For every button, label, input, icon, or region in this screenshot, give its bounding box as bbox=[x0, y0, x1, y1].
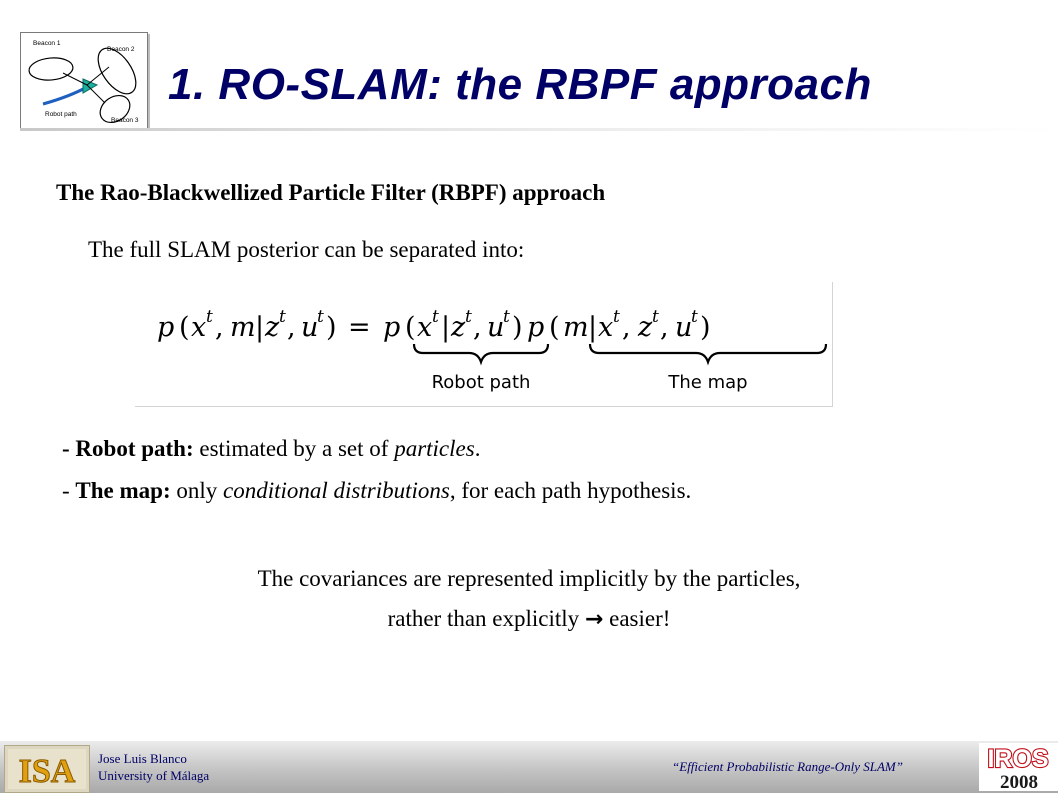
svg-text:(: ( bbox=[179, 312, 190, 343]
svg-text:,: , bbox=[287, 312, 296, 343]
beacon2-label: Beacon 2 bbox=[107, 46, 135, 53]
isa-logo bbox=[4, 745, 90, 793]
iros-year-text: 2008 bbox=[1000, 772, 1038, 791]
map-brace bbox=[590, 344, 826, 362]
iros-logo-text: IROS bbox=[987, 745, 1049, 773]
svg-text:t: t bbox=[432, 307, 439, 327]
svg-text:): ) bbox=[700, 312, 711, 343]
svg-text:t: t bbox=[691, 307, 698, 327]
svg-text:|: | bbox=[588, 312, 598, 343]
covariance-note-line2 bbox=[0, 606, 1058, 632]
bullet2-text-a: only bbox=[170, 478, 224, 503]
svg-text:p: p bbox=[527, 312, 545, 343]
note-line2-a: rather than explicitly bbox=[387, 606, 585, 631]
author-affiliation: University of Málaga bbox=[98, 768, 210, 783]
svg-text:x: x bbox=[417, 312, 433, 343]
svg-text:): ) bbox=[512, 312, 523, 343]
svg-text:t: t bbox=[317, 307, 324, 327]
beacon3-label: Beacon 3 bbox=[111, 117, 139, 124]
formula-robot-path-label: Robot path bbox=[431, 372, 531, 393]
author-name: Jose Luis Blanco bbox=[98, 751, 187, 766]
formula-image bbox=[135, 282, 832, 406]
isa-logo-text: ISA bbox=[18, 753, 76, 790]
bullet1-term: Robot path: bbox=[75, 436, 194, 461]
svg-text:,: , bbox=[473, 312, 482, 343]
robot-path-label: Robot path bbox=[45, 111, 77, 118]
robot-path-brace bbox=[414, 344, 548, 362]
svg-text:m: m bbox=[563, 312, 589, 343]
header-divider bbox=[20, 128, 1058, 131]
svg-text:(: ( bbox=[549, 312, 560, 343]
svg-text:): ) bbox=[326, 312, 337, 343]
svg-text:t: t bbox=[279, 307, 286, 327]
svg-text:|: | bbox=[255, 312, 265, 343]
svg-text:t: t bbox=[652, 307, 659, 327]
bullet2-emph: conditional distributions bbox=[223, 478, 450, 503]
svg-text:x: x bbox=[598, 312, 614, 343]
svg-text:z: z bbox=[451, 312, 466, 343]
svg-text:z: z bbox=[638, 312, 653, 343]
beacon1-label: Beacon 1 bbox=[33, 40, 61, 47]
svg-text:,: , bbox=[660, 312, 669, 343]
beacon-diagram-logo bbox=[20, 32, 148, 129]
bullet1-text-b: . bbox=[474, 436, 481, 461]
beacon-diagram bbox=[21, 33, 147, 128]
svg-text:z: z bbox=[265, 312, 280, 343]
footer-author-block bbox=[98, 750, 209, 784]
posterior-formula bbox=[135, 282, 833, 407]
svg-text:t: t bbox=[465, 307, 472, 327]
bullet2-text-b: , for each path hypothesis. bbox=[449, 478, 692, 503]
right-arrow-icon: → bbox=[584, 607, 604, 632]
svg-text:m: m bbox=[230, 312, 256, 343]
slide-title: 1. RO-SLAM: the RBPF approach bbox=[168, 60, 872, 109]
formula-map-label: The map bbox=[668, 372, 748, 393]
svg-text:u: u bbox=[301, 312, 319, 343]
covariance-note-line1: The covariances are represented implicitly by the particles, bbox=[257, 566, 801, 591]
svg-text:t: t bbox=[613, 307, 620, 327]
svg-text:(: ( bbox=[405, 312, 416, 343]
svg-text:|: | bbox=[441, 312, 451, 343]
svg-text:=: = bbox=[348, 312, 371, 343]
bullet1-emph: particles bbox=[394, 436, 475, 461]
svg-text:t: t bbox=[206, 307, 213, 327]
svg-text:p: p bbox=[157, 312, 175, 343]
bullet-robot-path bbox=[62, 436, 480, 462]
section-subtitle: The Rao-Blackwellized Particle Filter (RBPF) approach bbox=[56, 180, 606, 205]
bullet2-term: The map: bbox=[75, 478, 171, 503]
footer-quote: “Efficient Probabilistic Range-Only SLAM” bbox=[672, 759, 903, 774]
svg-text:u: u bbox=[487, 312, 505, 343]
bullet1-dash: - bbox=[62, 436, 76, 461]
bullet-the-map bbox=[62, 478, 691, 504]
intro-text: The full SLAM posterior can be separated into: bbox=[88, 237, 525, 262]
svg-text:,: , bbox=[622, 312, 631, 343]
bullet1-text-a: estimated by a set of bbox=[193, 436, 395, 461]
bullet2-dash: - bbox=[62, 478, 76, 503]
iros-2008-logo bbox=[979, 743, 1058, 791]
svg-text:u: u bbox=[675, 312, 693, 343]
svg-text:,: , bbox=[215, 312, 224, 343]
note-line2-b: easier! bbox=[603, 606, 671, 631]
svg-text:x: x bbox=[191, 312, 207, 343]
svg-text:p: p bbox=[383, 312, 401, 343]
svg-text:t: t bbox=[503, 307, 510, 327]
